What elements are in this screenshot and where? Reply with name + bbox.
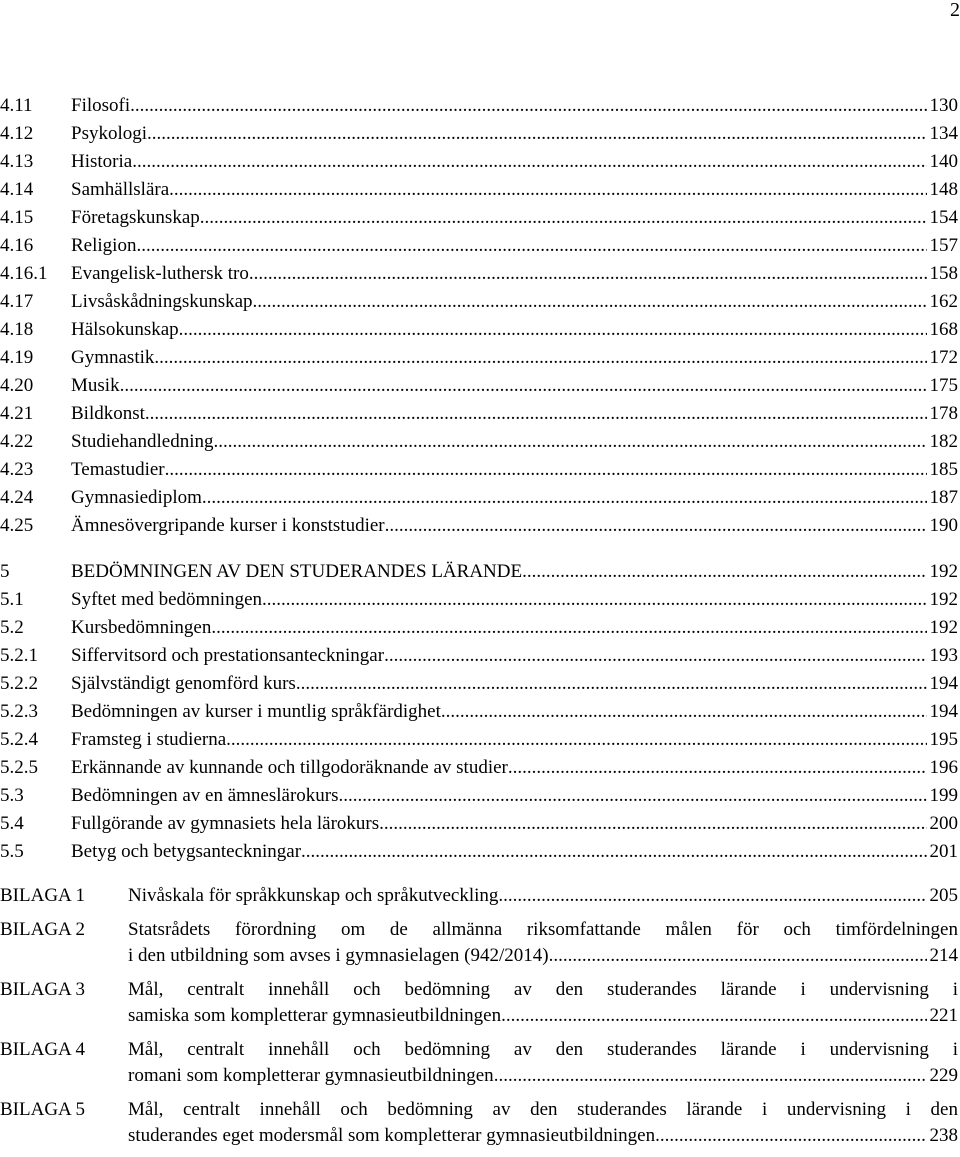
toc-entry-title: Bildkonst	[71, 403, 145, 424]
toc-entry-title: Evangelisk-luthersk tro	[71, 263, 249, 284]
appendix-title: Nivåskala för språkkunskap och språkutveckling	[128, 885, 499, 906]
toc-entry-number: 4.15	[0, 207, 34, 228]
toc-entry-number: 4.13	[0, 151, 34, 172]
toc-entry-page: 182	[929, 431, 958, 452]
toc-dot-leader	[120, 372, 927, 400]
appendix-title: studerandes eget modersmål som kompletterar gymnasieutbildningen	[128, 1125, 656, 1146]
appendix-dot-leader	[655, 1123, 926, 1149]
toc-entry-number: 5.1	[0, 589, 24, 610]
toc-entry-number: 5.2.2	[0, 673, 38, 694]
toc-entry-title: Filosofi	[71, 95, 131, 116]
toc-entry-title: Syftet med bedömningen	[71, 589, 263, 610]
toc-entry-page: 194	[929, 673, 958, 694]
toc-entry-number: 5.2.1	[0, 645, 38, 666]
toc-dot-leader	[508, 754, 927, 782]
toc-entry-title: Historia	[71, 151, 133, 172]
appendix-title: i den utbildning som avses i gymnasielagen (942/2014)	[128, 945, 549, 966]
toc-entry[interactable]	[0, 260, 958, 288]
toc-entry-number: 4.25	[0, 515, 34, 536]
toc-dot-leader	[226, 726, 926, 754]
toc-entry-page: 158	[929, 263, 958, 284]
toc-entry-page: 168	[929, 319, 958, 340]
appendix-title-last-line	[128, 1123, 958, 1149]
appendix-title-line: Statsrådets förordning om de allmänna riksomfattande målen för och timfördelningen	[128, 919, 958, 940]
toc-entry-page: 154	[929, 207, 958, 228]
appendix-page: 238	[929, 1125, 958, 1146]
toc-entry-number: 5.2.3	[0, 701, 38, 722]
toc-entry[interactable]	[0, 558, 958, 586]
appendix-body	[128, 1097, 958, 1149]
toc-dot-leader	[301, 838, 926, 866]
toc-entry[interactable]	[0, 726, 958, 754]
toc-entry[interactable]	[0, 232, 958, 260]
toc-entry-number: 4.14	[0, 179, 34, 200]
toc-entry-title: Studiehandledning	[71, 431, 214, 452]
toc-entry-number: 5.5	[0, 841, 24, 862]
toc-dot-leader	[249, 260, 927, 288]
toc-entry-number: 4.17	[0, 291, 34, 312]
appendix-title: samiska som kompletterar gymnasieutbildningen	[128, 1005, 502, 1026]
toc-dot-leader	[202, 484, 927, 512]
toc-dot-leader	[339, 782, 927, 810]
appendix-title: romani som kompletterar gymnasieutbildningen	[128, 1065, 494, 1086]
toc-entry-number: 4.20	[0, 375, 34, 396]
toc-entry-title: Gymnastik	[71, 347, 155, 368]
toc-entry-page: 148	[929, 179, 958, 200]
toc-entry-number: 4.19	[0, 347, 34, 368]
toc-dot-leader	[179, 316, 927, 344]
toc-entry[interactable]	[0, 484, 958, 512]
appendix-body	[128, 917, 958, 969]
toc-entry-page: 130	[929, 95, 958, 116]
toc-entry[interactable]	[0, 176, 958, 204]
appendix-body	[128, 883, 958, 909]
toc-entry-title: Erkännande av kunnande och tillgodoräknande av studier	[71, 757, 508, 778]
appendix-body	[128, 1037, 958, 1089]
toc-entry-page: 178	[929, 403, 958, 424]
toc-entry-page: 140	[929, 151, 958, 172]
toc-entry-number: 5.2	[0, 617, 24, 638]
toc-entry[interactable]	[0, 428, 958, 456]
toc-entry-page: 199	[929, 785, 958, 806]
toc-entry-number: 4.16	[0, 235, 34, 256]
toc-entry-number: 5.2.4	[0, 729, 38, 750]
toc-entry[interactable]	[0, 614, 958, 642]
appendix-entry[interactable]	[0, 883, 958, 909]
toc-entry[interactable]	[0, 92, 958, 120]
toc-dot-leader	[154, 344, 926, 372]
toc-dot-leader	[384, 642, 926, 670]
appendix-page: 214	[929, 945, 958, 966]
toc-entry[interactable]	[0, 316, 958, 344]
toc-dot-leader	[132, 148, 926, 176]
appendix-title-line: Mål, centralt innehåll och bedömning av den studerandes lärande i undervisning i den	[128, 1099, 958, 1120]
toc-entry-page: 193	[929, 645, 958, 666]
appendix-title-last-line	[128, 1063, 958, 1089]
toc-entry[interactable]	[0, 204, 958, 232]
appendix-page: 229	[929, 1065, 958, 1086]
toc-entry[interactable]	[0, 698, 958, 726]
toc-entry[interactable]	[0, 372, 958, 400]
toc-entry[interactable]	[0, 670, 958, 698]
toc-entry-number: 5.4	[0, 813, 24, 834]
toc-entry-page: 200	[929, 813, 958, 834]
toc-dot-leader	[385, 512, 927, 540]
appendix-title-last-line	[128, 943, 958, 969]
toc-dot-leader	[147, 120, 926, 148]
page-number: 2	[950, 0, 960, 21]
toc-entry-number: 5.3	[0, 785, 24, 806]
toc-entry-number: 4.21	[0, 403, 34, 424]
toc-entry-number: 4.11	[0, 95, 33, 116]
toc-entry-title: Företagskunskap	[71, 207, 200, 228]
toc-entry-page: 162	[929, 291, 958, 312]
appendix-title-line: Mål, centralt innehåll och bedömning av den studerandes lärande i undervisning i	[128, 979, 958, 1000]
toc-entry-title: Ämnesövergripande kurser i konststudier	[71, 515, 385, 536]
toc-entry-page: 194	[929, 701, 958, 722]
toc-entry[interactable]	[0, 810, 958, 838]
toc-entry-title: Musik	[71, 375, 120, 396]
appendix-entry[interactable]	[0, 917, 958, 969]
toc-entry[interactable]	[0, 782, 958, 810]
toc-entry-title: Psykologi	[71, 123, 148, 144]
toc-entry-title: Religion	[71, 235, 137, 256]
toc-dot-leader	[211, 614, 926, 642]
appendix-label: BILAGA 5	[0, 1099, 85, 1120]
appendix-label: BILAGA 3	[0, 979, 85, 1000]
table-of-contents	[0, 92, 958, 866]
toc-entry-page: 201	[929, 841, 958, 862]
toc-entry-title: Betyg och betygsanteckningar	[71, 841, 302, 862]
toc-entry-title: Fullgörande av gymnasiets hela lärokurs	[71, 813, 380, 834]
toc-dot-leader	[213, 428, 926, 456]
toc-entry-title: Självständigt genomförd kurs	[71, 673, 296, 694]
toc-entry[interactable]	[0, 288, 958, 316]
appendix-dot-leader	[498, 883, 926, 909]
toc-dot-leader	[296, 670, 927, 698]
toc-dot-leader	[145, 400, 927, 428]
toc-entry-title: Temastudier	[71, 459, 165, 480]
toc-entry-title: BEDÖMNINGEN AV DEN STUDERANDES LÄRANDE	[71, 561, 523, 582]
toc-entry[interactable]	[0, 512, 958, 540]
toc-dot-leader	[262, 586, 926, 614]
toc-entry[interactable]	[0, 754, 958, 782]
appendix-dot-leader	[494, 1063, 927, 1089]
toc-entry[interactable]	[0, 838, 958, 866]
toc-dot-leader	[169, 176, 926, 204]
appendix-entry[interactable]	[0, 1037, 958, 1089]
toc-entry-number: 4.12	[0, 123, 34, 144]
toc-dot-leader	[136, 232, 926, 260]
appendix-page: 205	[929, 885, 958, 906]
toc-entry-page: 190	[929, 515, 958, 536]
toc-entry-title: Bedömningen av en ämneslärokurs	[71, 785, 339, 806]
toc-dot-leader	[522, 558, 926, 586]
appendix-list	[0, 883, 958, 1157]
toc-entry-page: 134	[929, 123, 958, 144]
toc-entry-page: 192	[929, 561, 958, 582]
toc-entry-page: 185	[929, 459, 958, 480]
toc-entry-number: 4.16.1	[0, 263, 48, 284]
toc-entry[interactable]	[0, 456, 958, 484]
appendix-title-last-line	[128, 1003, 958, 1029]
toc-entry-number: 5.2.5	[0, 757, 38, 778]
toc-entry-page: 192	[929, 589, 958, 610]
toc-entry[interactable]	[0, 148, 958, 176]
toc-entry-page: 187	[929, 487, 958, 508]
toc-entry[interactable]	[0, 586, 958, 614]
appendix-body	[128, 977, 958, 1029]
toc-entry-number: 4.23	[0, 459, 34, 480]
toc-entry-page: 196	[929, 757, 958, 778]
toc-entry-page: 172	[929, 347, 958, 368]
toc-entry-title: Kursbedömningen	[71, 617, 212, 638]
appendix-entry[interactable]	[0, 977, 958, 1029]
toc-entry-title: Gymnasiediplom	[71, 487, 202, 508]
toc-entry-page: 175	[929, 375, 958, 396]
toc-entry-number: 5	[0, 561, 10, 582]
toc-entry[interactable]	[0, 120, 958, 148]
toc-dot-leader	[165, 456, 927, 484]
toc-entry-number: 4.24	[0, 487, 34, 508]
toc-entry-title: Livsåskådningskunskap	[71, 291, 253, 312]
toc-entry-title: Siffervitsord och prestationsanteckningar	[71, 645, 385, 666]
toc-dot-leader	[441, 698, 927, 726]
toc-dot-leader	[379, 810, 926, 838]
toc-dot-leader	[130, 92, 926, 120]
toc-entry-title: Bedömningen av kurser i muntlig språkfärdighet	[71, 701, 441, 722]
toc-entry-title: Framsteg i studierna	[71, 729, 227, 750]
appendix-title-last-line	[128, 883, 958, 909]
toc-entry-number: 4.22	[0, 431, 34, 452]
toc-dot-leader	[253, 288, 927, 316]
toc-entry[interactable]	[0, 344, 958, 372]
appendix-label: BILAGA 1	[0, 885, 85, 906]
toc-entry[interactable]	[0, 642, 958, 670]
appendix-page: 221	[929, 1005, 958, 1026]
toc-entry[interactable]	[0, 400, 958, 428]
toc-entry-page: 192	[929, 617, 958, 638]
appendix-title-line: Mål, centralt innehåll och bedömning av den studerandes lärande i undervisning i	[128, 1039, 958, 1060]
appendix-label: BILAGA 2	[0, 919, 85, 940]
toc-entry-page: 157	[929, 235, 958, 256]
appendix-dot-leader	[501, 1003, 926, 1029]
toc-entry-title: Hälsokunskap	[71, 319, 179, 340]
toc-dot-leader	[200, 204, 927, 232]
appendix-dot-leader	[549, 943, 927, 969]
toc-entry-number: 4.18	[0, 319, 34, 340]
toc-entry-title: Samhällslära	[71, 179, 170, 200]
toc-entry-page: 195	[929, 729, 958, 750]
appendix-entry[interactable]	[0, 1097, 958, 1149]
appendix-label: BILAGA 4	[0, 1039, 85, 1060]
